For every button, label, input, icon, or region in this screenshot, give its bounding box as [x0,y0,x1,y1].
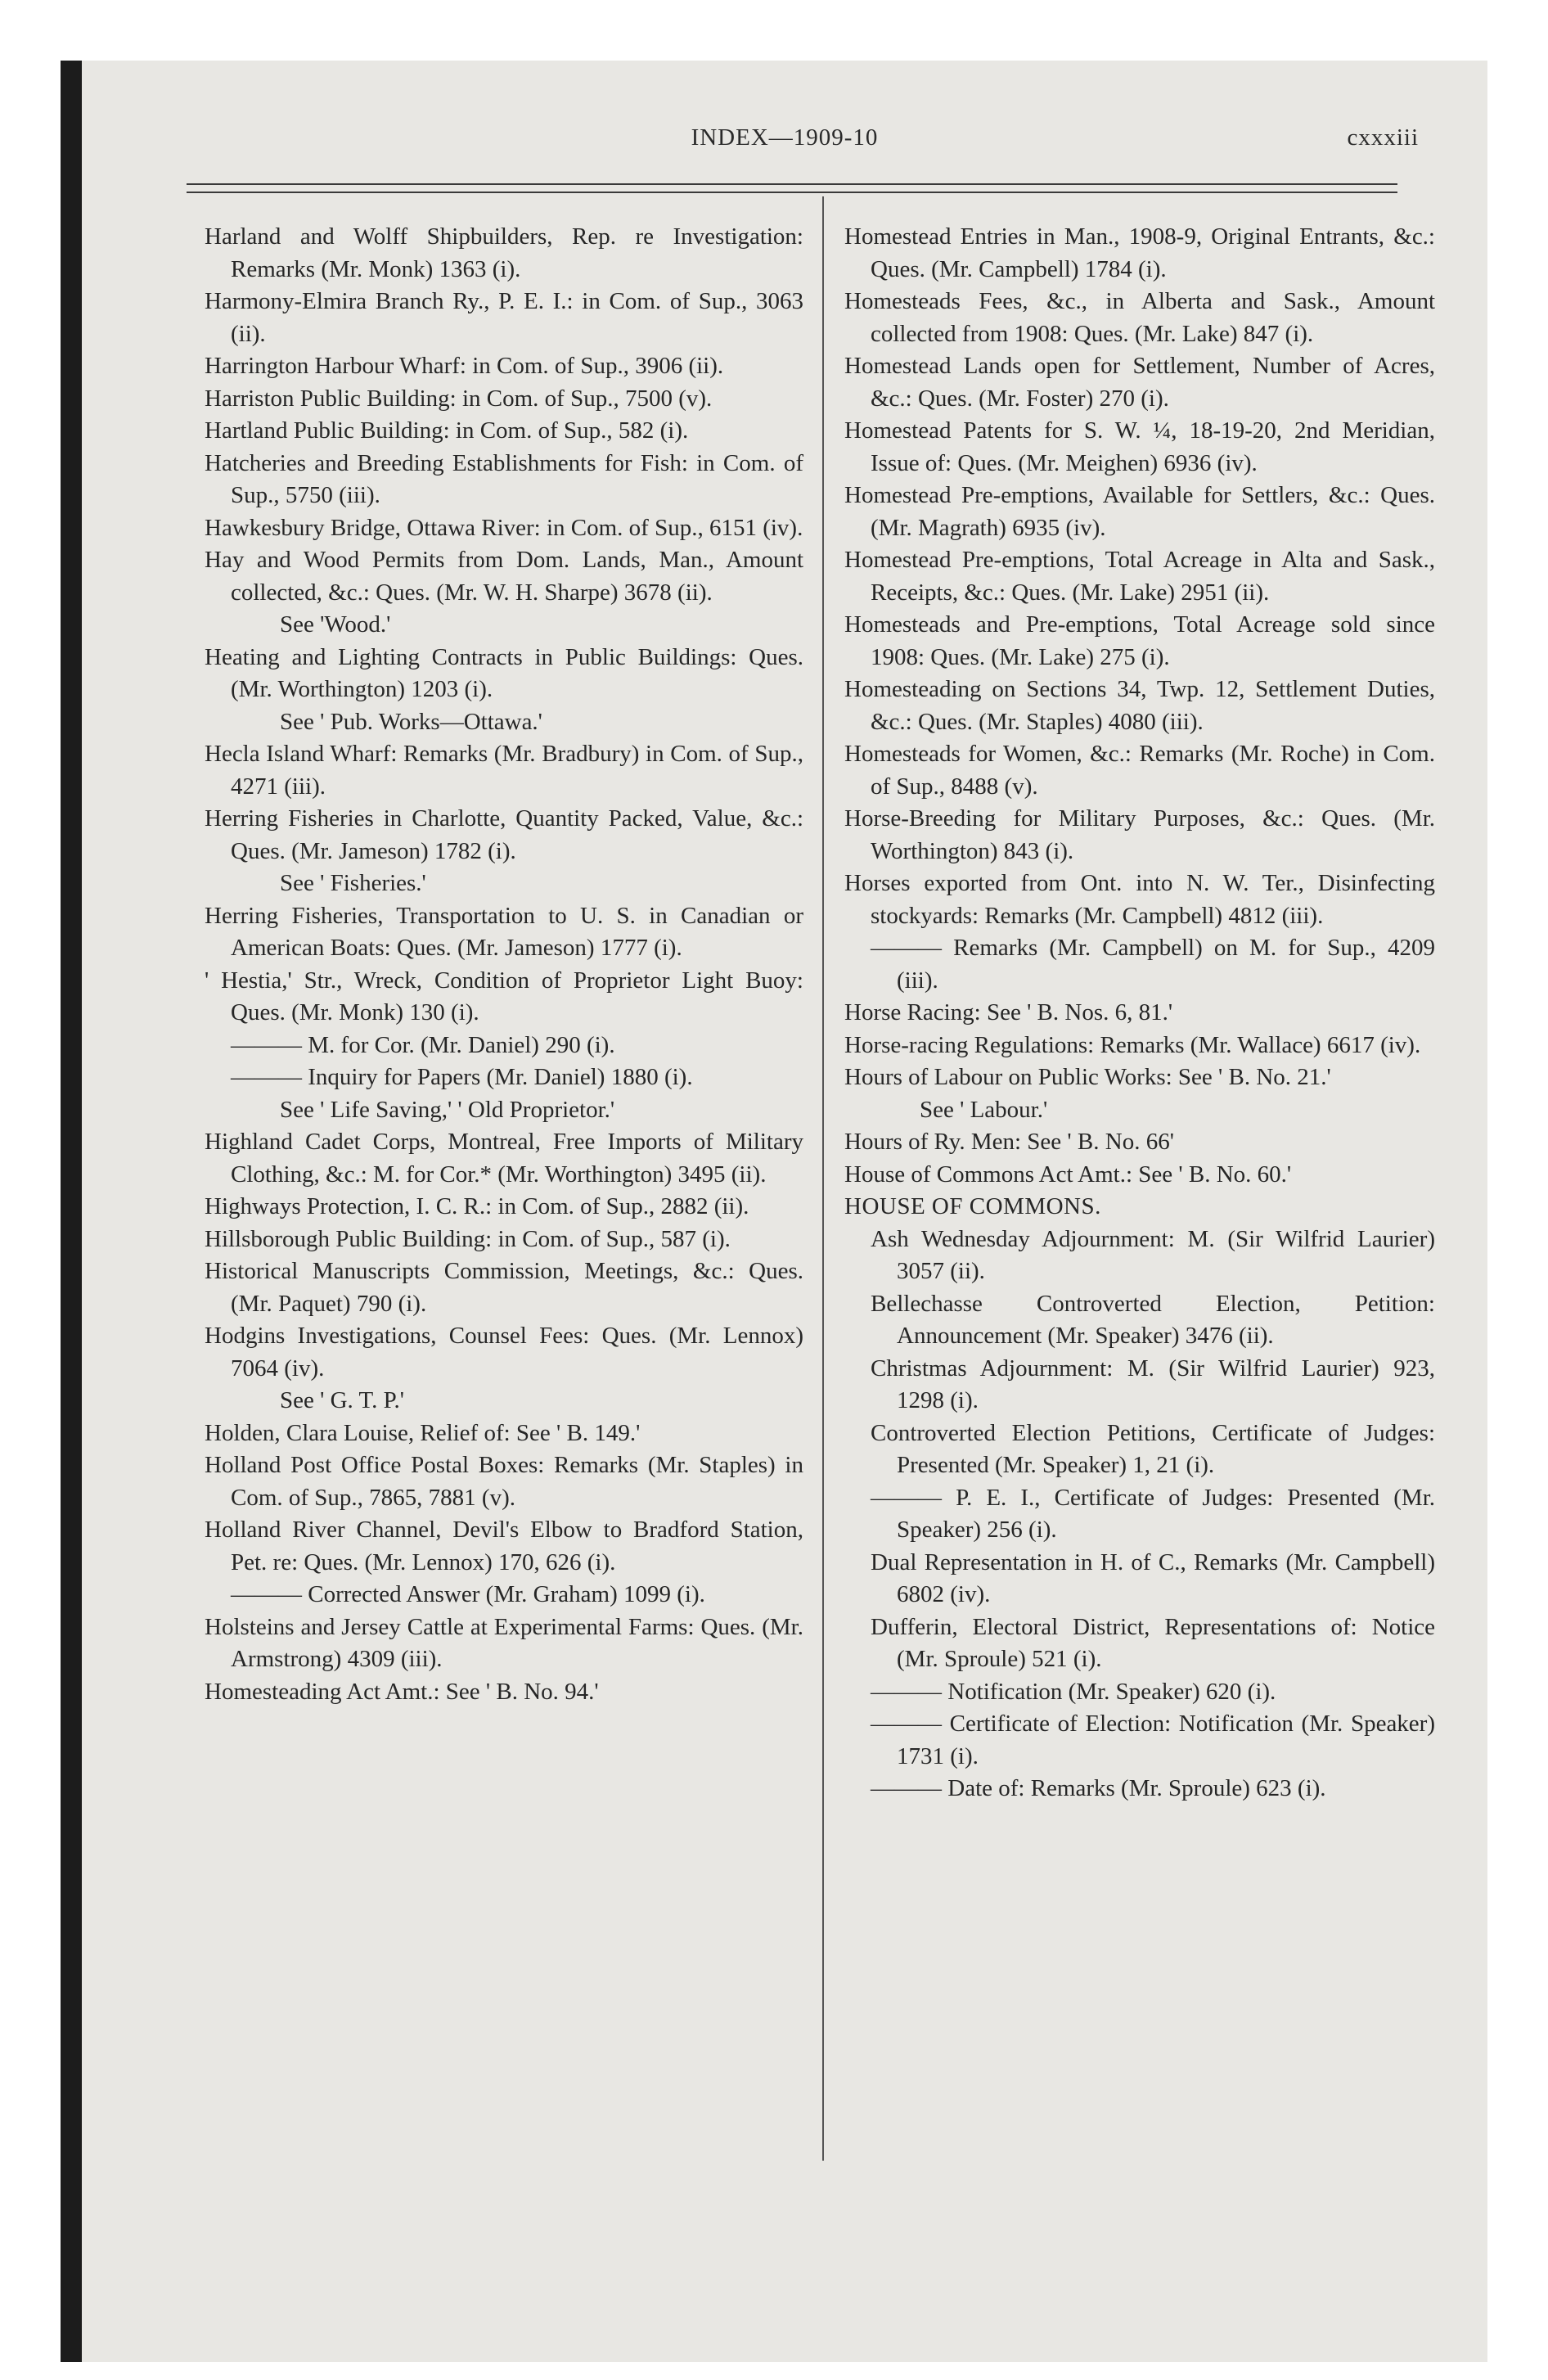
index-entry: Holland River Channel, Devil's Elbow to Bradford Station, Pet. re: Ques. (Mr. Lennox) 170, 626 (i). [205,1517,803,1575]
index-entry: Hecla Island Wharf: Remarks (Mr. Bradbury) in Com. of Sup., 4271 (iii). [205,741,803,800]
index-entry: Herring Fisheries in Charlotte, Quantity Packed, Value, &c.: Ques. (Mr. Jameson) 1782 (i). [205,805,803,864]
see-reference: See 'Wood.' [280,611,391,638]
index-entry: Homestead Entries in Man., 1908-9, Original Entrants, &c.: Ques. (Mr. Campbell) 1784 (i). [844,223,1435,282]
index-entry: Homestead Patents for S. W. ¼, 18-19-20, 2nd Meridian, Issue of: Ques. (Mr. Meighen) 6936 (iv). [844,417,1435,476]
index-entry: Hawkesbury Bridge, Ottawa River: in Com. of Sup., 6151 (iv). [205,514,803,541]
index-entry: Hours of Ry. Men: See ' B. No. 66' [844,1129,1174,1155]
index-entry: Highways Protection, I. C. R.: in Com. of Sup., 2882 (ii). [205,1193,749,1219]
index-entry: Harriston Public Building: in Com. of Sup., 7500 (v). [205,385,713,412]
index-entry: Homesteads and Pre-emptions, Total Acreage sold since 1908: Ques. (Mr. Lake) 275 (i). [844,611,1435,670]
see-reference: See ' G. T. P.' [280,1387,404,1413]
index-entry: Homesteads for Women, &c.: Remarks (Mr. Roche) in Com. of Sup., 8488 (v). [844,741,1435,800]
right-column [844,221,1435,1805]
index-entry: Hay and Wood Permits from Dom. Lands, Man., Amount collected, &c.: Ques. (Mr. W. H. Sharpe) 3678 (ii). [205,547,803,606]
index-entry: Herring Fisheries, Transportation to U. S. in Canadian or American Boats: Ques. (Mr. Jameson) 1777 (i). [205,902,803,961]
index-entry: Horse Racing: See ' B. Nos. 6, 81.' [844,999,1173,1025]
index-entry: Historical Manuscripts Commission, Meetings, &c.: Ques. (Mr. Paquet) 790 (i). [205,1258,803,1317]
index-entry: House of Commons Act Amt.: See ' B. No. 60.' [844,1161,1292,1188]
see-reference: See ' Labour.' [920,1096,1048,1123]
index-entry: ' Hestia,' Str., Wreck, Condition of Proprietor Light Buoy: Ques. (Mr. Monk) 130 (i). [205,967,803,1025]
index-subentry: Dual Representation in H. of C., Remarks (Mr. Campbell) 6802 (iv). [871,1548,1435,1607]
index-subentry: Ash Wednesday Adjournment: M. (Sir Wilfrid Laurier) 3057 (ii). [871,1225,1435,1284]
index-subentry: ——— Inquiry for Papers (Mr. Daniel) 1880 (i). [231,1064,693,1090]
section-heading: HOUSE OF COMMONS. [844,1193,1101,1219]
scanned-page [61,61,1487,2362]
column-divider [822,196,824,2161]
index-entry: Harrington Harbour Wharf: in Com. of Sup., 3906 (ii). [205,353,724,379]
index-entry: Homestead Lands open for Settlement, Number of Acres, &c.: Ques. (Mr. Foster) 270 (i). [844,353,1435,412]
index-entry: Hours of Labour on Public Works: See ' B. No. 21.' [844,1064,1331,1090]
index-entry: Hartland Public Building: in Com. of Sup., 582 (i). [205,417,689,444]
index-subentry: ——— Notification (Mr. Speaker) 620 (i). [871,1678,1276,1705]
index-subentry: Dufferin, Electoral District, Representations of: Notice (Mr. Sproule) 521 (i). [871,1613,1435,1672]
index-subentry: Christmas Adjournment: M. (Sir Wilfrid Laurier) 923, 1298 (i). [871,1355,1435,1413]
index-entry: Horse-Breeding for Military Purposes, &c.: Ques. (Mr. Worthington) 843 (i). [844,805,1435,864]
index-entry: Hillsborough Public Building: in Com. of Sup., 587 (i). [205,1225,731,1252]
see-reference: See ' Pub. Works—Ottawa.' [280,708,542,735]
header-rule-bottom [187,192,1397,193]
index-subentry: ——— M. for Cor. (Mr. Daniel) 290 (i). [231,1031,615,1058]
index-entry: Hatcheries and Breeding Establishments for Fish: in Com. of Sup., 5750 (iii). [205,449,803,508]
page-sheet [82,61,1487,2362]
index-subentry: ——— P. E. I., Certificate of Judges: Presented (Mr. Speaker) 256 (i). [871,1484,1435,1543]
index-entry: Homestead Pre-emptions, Available for Settlers, &c.: Ques. (Mr. Magrath) 6935 (iv). [844,482,1435,541]
index-entry: Homesteads Fees, &c., in Alberta and Sask., Amount collected from 1908: Ques. (Mr. Lake) 847 (i). [844,288,1435,347]
index-entry: Horses exported from Ont. into N. W. Ter., Disinfecting stockyards: Remarks (Mr. Campbell) 4812 (iii). [844,870,1435,929]
see-reference: See ' Life Saving,' ' Old Proprietor.' [280,1096,615,1123]
index-subentry: ——— Remarks (Mr. Campbell) on M. for Sup., 4209 (iii). [871,935,1435,994]
index-entry: Hodgins Investigations, Counsel Fees: Ques. (Mr. Lennox) 7064 (iv). [205,1323,803,1382]
index-subentry: ——— Corrected Answer (Mr. Graham) 1099 (i). [231,1581,705,1607]
index-entry: Homesteading on Sections 34, Twp. 12, Settlement Duties, &c.: Ques. (Mr. Staples) 4080 (iii). [844,676,1435,735]
index-entry: Holden, Clara Louise, Relief of: See ' B. 149.' [205,1419,641,1446]
left-column [205,221,803,1708]
book-spine-edge [61,61,82,2362]
see-reference: See ' Fisheries.' [280,870,426,896]
running-head: INDEX—1909-10 [691,124,879,151]
index-entry: Harmony-Elmira Branch Ry., P. E. I.: in Com. of Sup., 3063 (ii). [205,288,803,347]
index-subentry: Bellechasse Controverted Election, Petition: Announcement (Mr. Speaker) 3476 (ii). [871,1290,1435,1349]
index-subentry: Controverted Election Petitions, Certificate of Judges: Presented (Mr. Speaker) 1, 21 (i). [871,1419,1435,1478]
index-entry: Holsteins and Jersey Cattle at Experimental Farms: Ques. (Mr. Armstrong) 4309 (iii). [205,1613,803,1672]
index-entry: Homestead Pre-emptions, Total Acreage in Alta and Sask., Receipts, &c.: Ques. (Mr. Lake) 2951 (ii). [844,547,1435,606]
header-rule-top [187,183,1397,185]
index-subentry: ——— Date of: Remarks (Mr. Sproule) 623 (i). [871,1775,1326,1801]
index-entry: Harland and Wolff Shipbuilders, Rep. re Investigation: Remarks (Mr. Monk) 1363 (i). [205,223,803,282]
index-entry: Highland Cadet Corps, Montreal, Free Imports of Military Clothing, &c.: M. for Cor.* (Mr. Worthington) 3495 (ii). [205,1129,803,1188]
index-entry: Holland Post Office Postal Boxes: Remarks (Mr. Staples) in Com. of Sup., 7865, 7881 (v). [205,1452,803,1511]
index-entry: Homesteading Act Amt.: See ' B. No. 94.' [205,1678,599,1705]
page-number: cxxxiii [1347,124,1419,151]
index-entry: Horse-racing Regulations: Remarks (Mr. Wallace) 6617 (iv). [844,1031,1421,1058]
index-subentry: ——— Certificate of Election: Notification (Mr. Speaker) 1731 (i). [871,1711,1435,1769]
index-entry: Heating and Lighting Contracts in Public Buildings: Ques. (Mr. Worthington) 1203 (i). [205,643,803,702]
